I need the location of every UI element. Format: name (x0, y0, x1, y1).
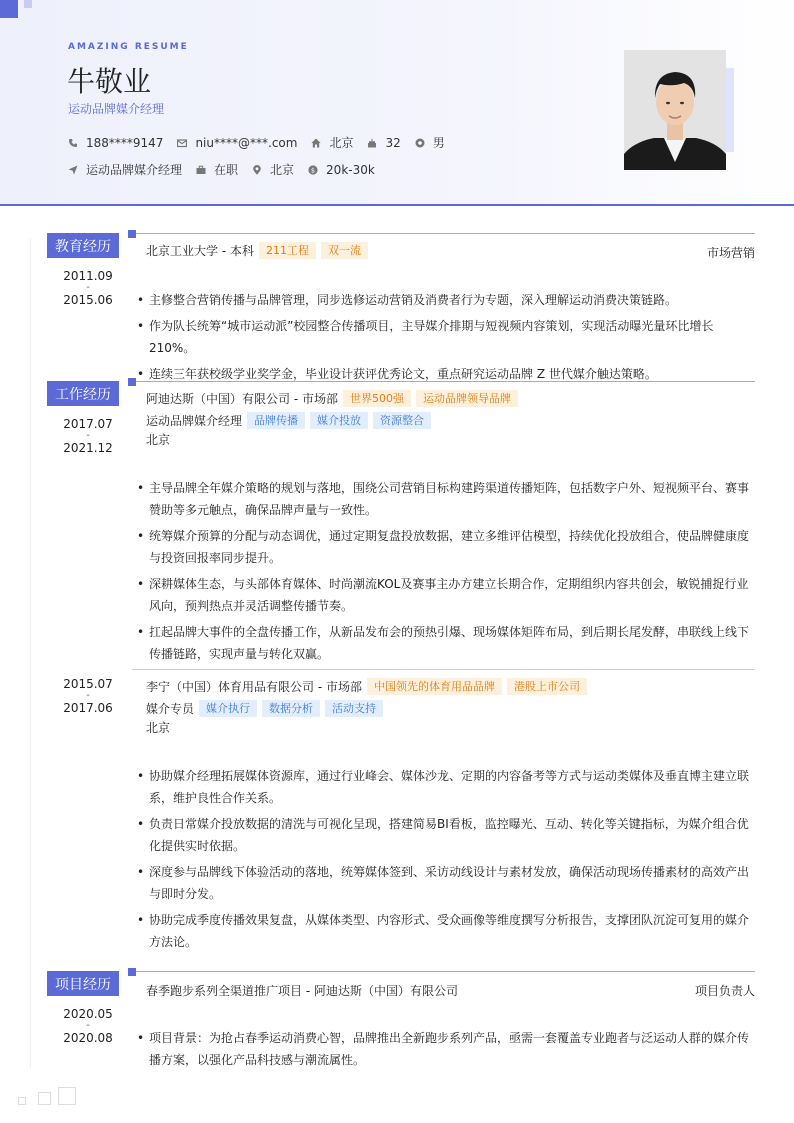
position-tag: 品牌传播 (247, 412, 305, 429)
section-title-work: 工作经历 (47, 381, 119, 406)
salary-item (308, 163, 375, 177)
salary-text: 20k-30k (326, 162, 375, 177)
section-divider (136, 971, 755, 972)
candidate-role: 运动品牌媒介经理 (68, 102, 165, 116)
job-bullets (137, 765, 755, 957)
job-end: 2017.06 (63, 701, 113, 715)
company-tag: 世界500强 (343, 390, 411, 407)
education-start: 2011.09 (63, 269, 113, 283)
target-city-text: 北京 (270, 163, 295, 177)
gender-item (415, 134, 445, 151)
job-start: 2015.07 (63, 677, 113, 691)
target-job-text: 运动品牌媒介经理 (86, 163, 183, 177)
list-item: • 协助完成季度传播效果复盘，从媒体类型、内容形式、受众画像等维度撰写分析报告，支撑团队沉淀可复用的媒介方法论。 (137, 909, 755, 953)
job-dates: 2017.07 - 2021.12 (47, 412, 129, 460)
list-item: • 深度参与品牌线下体验活动的落地，统筹媒体签到、采访动线设计与素材发放，确保活动现场传播素材的高效产出与即时分发。 (137, 861, 755, 905)
email-item (177, 136, 297, 150)
footer-square-decoration (58, 1087, 76, 1105)
project-dates: 2020.05 - 2020.08 (47, 1002, 129, 1050)
education-dates: 2011.09 - 2015.06 (47, 264, 129, 312)
position-tag: 数据分析 (262, 700, 320, 717)
section-divider (136, 381, 755, 382)
job-position-row (146, 700, 383, 717)
send-icon (68, 165, 78, 175)
phone-text: 188****9147 (86, 135, 164, 150)
section-marker (128, 230, 136, 238)
contact-row (68, 134, 459, 151)
position-name: 媒介专员 (146, 702, 195, 716)
hometown-text: 北京 (329, 136, 354, 150)
eyebrow-label: AMAZING RESUME (68, 42, 189, 52)
phone-icon (68, 138, 78, 148)
target-job-item (68, 161, 182, 178)
education-end: 2015.06 (63, 293, 113, 307)
education-major: 市场营销 (706, 246, 755, 260)
section-divider (136, 233, 755, 234)
list-item: • 协助媒介经理拓展媒体资源库，通过行业峰会、媒体沙龙、定期的内容备考等方式与运动类媒体及垂直博主建立联系，维护良性合作关系。 (137, 765, 755, 809)
position-name: 运动品牌媒介经理 (146, 414, 243, 428)
phone-item (68, 136, 163, 150)
job-divider (132, 669, 755, 670)
footer-square-decoration (38, 1092, 51, 1105)
company-tag: 港股上市公司 (507, 678, 587, 695)
job-start: 2017.07 (63, 417, 113, 431)
age-text: 32 (385, 135, 401, 150)
job-intent-row (68, 161, 389, 178)
company-name: 阿迪达斯（中国）有限公司 - 市场部 (146, 392, 338, 406)
home-icon (311, 138, 321, 148)
profile-photo (624, 50, 726, 170)
corner-square-decoration-small (24, 0, 32, 8)
candidate-name: 牛敬业 (67, 65, 152, 98)
footer-square-decoration (18, 1097, 26, 1105)
section-marker (128, 378, 136, 386)
left-decoration-line (30, 238, 31, 1068)
job-company-row (146, 678, 587, 695)
project-role: 项目负责人 (694, 984, 755, 998)
money-icon (308, 165, 318, 175)
section-title-education: 教育经历 (47, 233, 119, 258)
status-item (196, 161, 238, 178)
position-tag: 媒介执行 (199, 700, 257, 717)
status-text: 在职 (214, 163, 239, 177)
project-bullets (137, 1027, 755, 1075)
job-end: 2021.12 (63, 441, 113, 455)
job-company-row (146, 390, 518, 407)
section-title-project: 项目经历 (47, 971, 119, 996)
hometown-item (311, 134, 353, 151)
email-text: niu****@***.com (195, 135, 298, 150)
project-end: 2020.08 (63, 1031, 113, 1045)
job-city: 北京 (146, 433, 171, 447)
gender-icon (415, 138, 425, 148)
list-item: • 统筹媒介预算的分配与动态调优，通过定期复盘投放数据，建立多维评估模型，持续优化投放组合，使品牌健康度与投资回报率同步提升。 (137, 525, 755, 569)
position-tag: 资源整合 (373, 412, 431, 429)
resume-header (0, 0, 794, 206)
job-dates: 2015.07 - 2017.06 (47, 672, 129, 720)
list-item: • 主导品牌全年媒介策略的规划与落地，围绕公司营销目标构建跨渠道传播矩阵，包括数字户外、短视频平台、赛事赞助等多元触点，确保品牌声量与一致性。 (137, 477, 755, 521)
school-tag: 双一流 (321, 242, 368, 259)
position-tag: 活动支持 (325, 700, 383, 717)
target-city-item (252, 161, 294, 178)
corner-square-decoration (0, 0, 18, 18)
education-school-row (146, 242, 368, 259)
school-tag: 211工程 (259, 242, 316, 259)
position-tag: 媒介投放 (310, 412, 368, 429)
cake-icon (367, 138, 377, 148)
company-name: 李宁（中国）体育用品有限公司 - 市场部 (146, 680, 362, 694)
svg-text:$: $ (310, 165, 316, 174)
list-item: • 项目背景：为抢占春季运动消费心智，品牌推出全新跑步系列产品，亟需一套覆盖专业跑者与泛运动人群的媒介传播方案，以强化产品科技感与潮流属性。 (137, 1027, 755, 1071)
mail-icon (177, 138, 187, 148)
age-item (367, 136, 400, 150)
briefcase-icon (196, 165, 206, 175)
education-bullets (137, 289, 755, 389)
job-position-row (146, 412, 431, 429)
list-item: • 扛起品牌大事件的全盘传播工作，从新品发布会的预热引爆、现场媒体矩阵布局，到后期长尾发酵，串联线上线下传播链路，实现声量与转化双赢。 (137, 621, 755, 665)
section-marker (128, 968, 136, 976)
project-start: 2020.05 (63, 1007, 113, 1021)
company-tag: 运动品牌领导品牌 (416, 390, 518, 407)
list-item: • 作为队长统筹“城市运动派”校园整合传播项目，主导媒介排期与短视频内容策划，实现活动曝光量环比增长210%。 (137, 315, 755, 359)
job-bullets (137, 477, 755, 669)
list-item: • 负责日常媒介投放数据的清洗与可视化呈现，搭建简易BI看板，监控曝光、互动、转化等关键指标，为媒介组合优化提供实时依据。 (137, 813, 755, 857)
list-item: • 深耕媒体生态，与头部体育媒体、时尚潮流KOL及赛事主办方建立长期合作，定期组织内容共创会，敏锐捕捉行业风向，预判热点并灵活调整传播节奏。 (137, 573, 755, 617)
project-name: 春季跑步系列全渠道推广项目 - 阿迪达斯（中国）有限公司 (146, 984, 458, 998)
gender-text: 男 (432, 136, 445, 150)
list-item: • 主修整合营销传播与品牌管理，同步选修运动营销及消费者行为专题，深入理解运动消费决策链路。 (137, 289, 755, 311)
list-item: • 连续三年获校级学业奖学金，毕业设计获评优秀论文，重点研究运动品牌 Z 世代媒介触达策略。 (137, 363, 755, 385)
location-icon (252, 165, 262, 175)
company-tag: 中国领先的体育用品品牌 (367, 678, 502, 695)
job-city: 北京 (146, 721, 171, 735)
school-name: 北京工业大学 - 本科 (146, 244, 254, 258)
